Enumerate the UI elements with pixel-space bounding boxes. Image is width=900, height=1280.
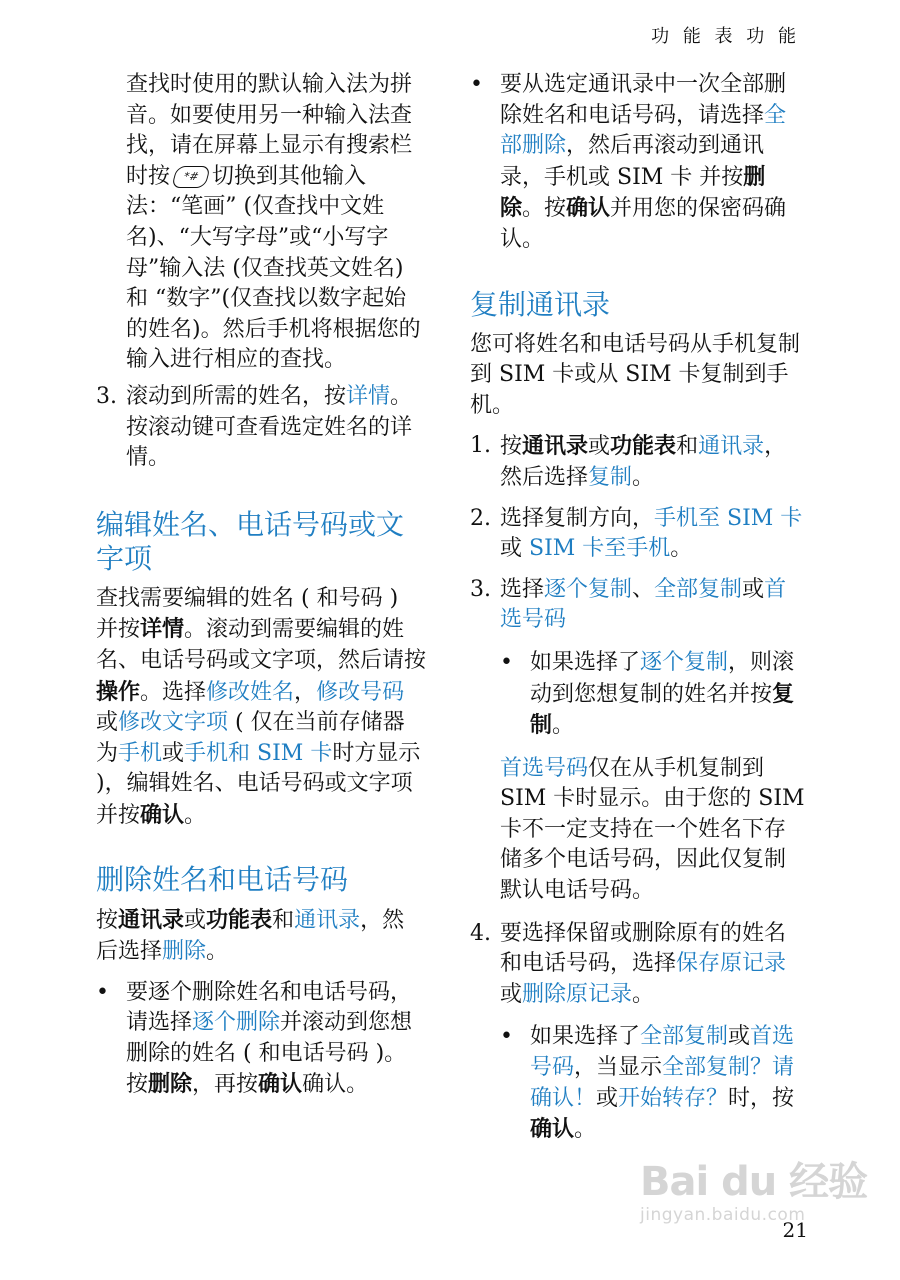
- sim-to-phone-option[interactable]: SIM 卡至手机: [529, 536, 671, 562]
- delete-paragraph: 按通讯录或功能表和通讯录，然后选择删除。: [96, 907, 405, 965]
- section-title-delete: 删除姓名和电话号码: [96, 863, 349, 897]
- edit-paragraph: 查找需要编辑的姓名 ( 和号码 ) 并按详情。滚动到需要编辑的姓名、电话号码或文字项，然后请按操作。选择修改姓名，修改号码或修改文字项 ( 仅在当前存储器为手机或手机和 SIM 卡时方显示 )，编辑姓名、电话号码或文字项并按确认。: [96, 585, 427, 828]
- copy-step-1: 1. 按通讯录或功能表和通讯录，然后选择复制。: [470, 433, 787, 490]
- left-column: [96, 70, 426, 1101]
- phone-to-sim-option[interactable]: 手机至 SIM 卡: [654, 505, 803, 531]
- watermark-logo: Bai du 经验: [640, 1159, 868, 1205]
- edit-number-option[interactable]: 修改号码: [316, 679, 405, 705]
- star-hash-key-icon: *#: [171, 166, 211, 188]
- preferred-number-option[interactable]: 首选号码: [530, 1024, 795, 1081]
- preferred-number-option[interactable]: 首选号码: [500, 755, 589, 781]
- contacts-link[interactable]: 通讯录: [698, 434, 765, 460]
- copy-all-confirm-prompt: 全部复制？请确认！: [530, 1055, 795, 1111]
- copy-all-option[interactable]: 全部复制: [640, 1024, 729, 1050]
- watermark-url: jingyan.baidu.com: [640, 1205, 806, 1225]
- details-link[interactable]: 详情: [346, 383, 391, 409]
- copy-paragraph: 您可将姓名和电话号码从手机复制到 SIM 卡或从 SIM 卡复制到手机。: [470, 331, 801, 418]
- copy-one-option[interactable]: 逐个复制: [544, 576, 633, 602]
- copy-step-3-bullet: • 如果选择了逐个复制，则滚动到您想复制的姓名并按复制。: [500, 649, 795, 739]
- keep-original-option[interactable]: 保存原记录: [676, 951, 787, 977]
- bullet-delete-one: • 要逐个删除姓名和电话号码，请选择逐个删除并滚动到您想删除的姓名 ( 和电话号码 )。按删除，再按确认确认。: [96, 979, 413, 1098]
- copy-link[interactable]: 复制: [588, 464, 633, 490]
- copy-step-4-bullet: • 如果选择了全部复制或首选号码，当显示全部复制？请确认！或开始转存？时，按确认。: [500, 1024, 795, 1143]
- step-3: 3. 滚动到所需的姓名，按详情。按滚动键可查看选定姓名的详情。: [96, 383, 413, 471]
- copy-all-option[interactable]: 全部复制: [654, 576, 743, 602]
- bullet-delete-all: • 要从选定通讯录中一次全部删除姓名和电话号码，请选择全部删除，然后再滚动到通讯录，手机或 SIM 卡 并按删除。按确认并用您的保密码确认。: [470, 72, 787, 252]
- delete-all-option[interactable]: 全部删除: [500, 102, 787, 159]
- start-transfer-prompt: 开始转存？: [618, 1085, 729, 1111]
- edit-name-option[interactable]: 修改姓名: [206, 679, 295, 705]
- delete-one-option[interactable]: 逐个删除: [192, 1010, 281, 1036]
- running-header: 功 能 表 功 能: [651, 26, 800, 47]
- copy-step-2: 2. 选择复制方向，手机至 SIM 卡或 SIM 卡至手机。: [470, 505, 803, 562]
- copy-one-option[interactable]: 逐个复制: [640, 649, 729, 675]
- right-column: [470, 70, 805, 1146]
- preferred-number-note: 首选号码仅在从手机复制到 SIM 卡时显示。由于您的 SIM 卡不一定支持在一个姓名下存储多个电话号码，因此仅复制默认电话号码。: [500, 755, 805, 904]
- phone-memory-option[interactable]: 手机: [118, 740, 163, 766]
- watermark: [640, 1150, 867, 1225]
- delete-original-option[interactable]: 删除原记录: [522, 981, 633, 1007]
- contacts-link[interactable]: 通讯录: [294, 908, 361, 934]
- phone-and-sim-option[interactable]: 手机和 SIM 卡: [184, 740, 333, 766]
- section-title-copy: 复制通讯录: [470, 287, 611, 321]
- edit-text-option[interactable]: 修改文字项: [118, 710, 229, 736]
- copy-step-4: 4. 要选择保留或删除原有的姓名和电话号码，选择保存原记录或删除原记录。: [470, 920, 787, 1007]
- copy-step-3: 3. 选择逐个复制、全部复制或首选号码: [470, 576, 787, 633]
- page-number: 21: [782, 1218, 808, 1242]
- preferred-number-option[interactable]: 首选号码: [500, 576, 787, 633]
- delete-link[interactable]: 删除: [162, 939, 207, 965]
- search-instructions: 查找时使用的默认输入法为拼音。如要使用另一种输入法查找，请在屏幕上显示有搜索栏时按 *# 切换到其他输入法：“笔画” (仅查找中文姓名)、“大写字母”或“小写字母”输入法 (仅查找英文姓名) 和 “数字”(仅查找以数字起始的姓名)。然后手机将根据您的输入进行相应的查找。: [126, 72, 421, 373]
- section-title-edit: 编辑姓名、电话号码或文字项: [96, 507, 405, 575]
